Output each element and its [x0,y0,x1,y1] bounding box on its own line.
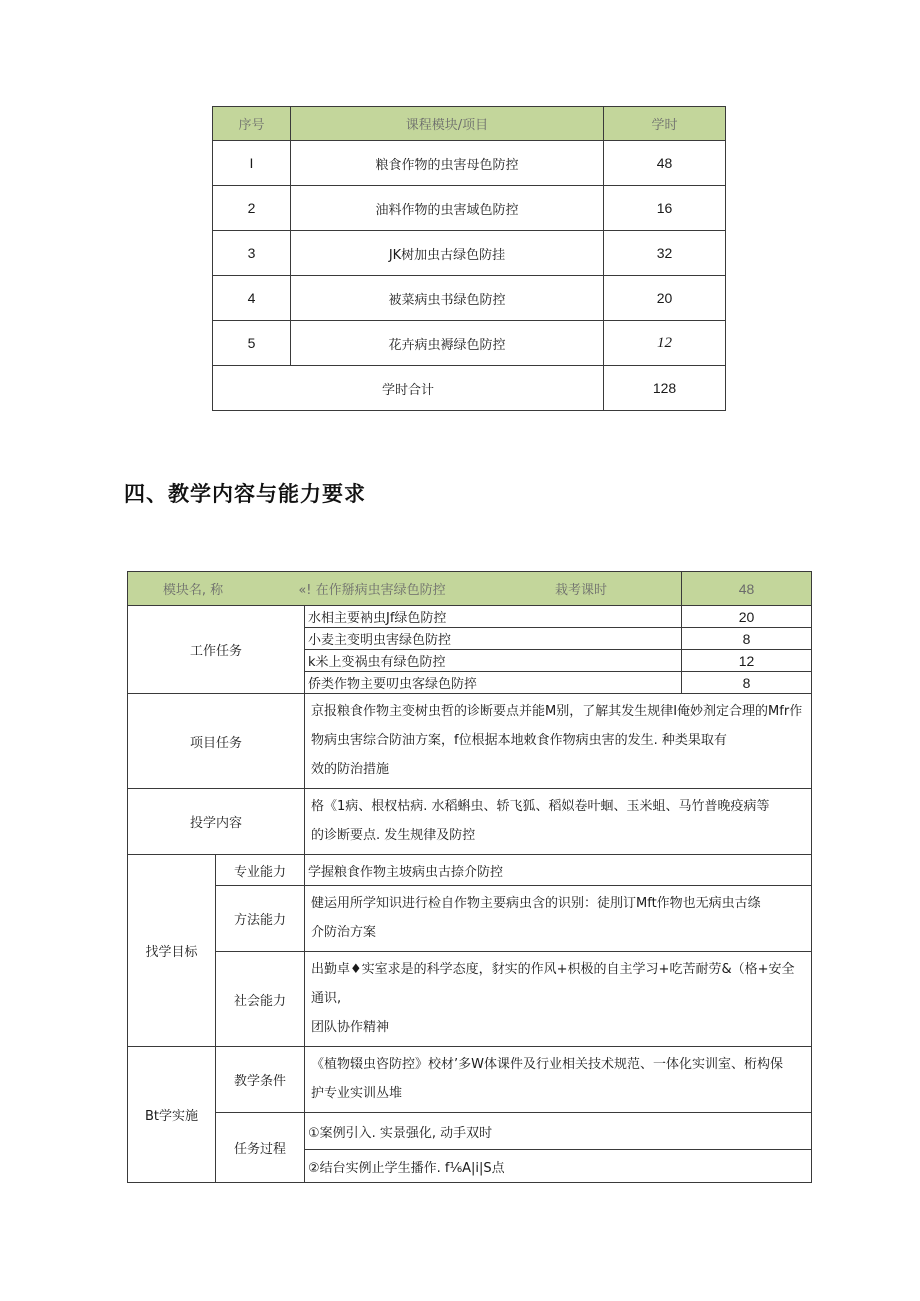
total-row [213,366,726,411]
text-line: 护专业实训丛堆 [311,1086,403,1101]
text-line: 物病虫害综合防油方案，f位根据本地敕食作物病虫害的发生. 种类果取有 [311,733,727,748]
work-task-hours: 8 [682,672,812,694]
table-row [213,321,726,366]
teaching-content-text [305,789,812,855]
teaching-conditions-text [305,1047,812,1113]
professional-ability-text: 学握粮食作物主坡病虫古捺介防控 [305,855,812,886]
row-hours: 12 [604,321,726,366]
module-header-cell [128,572,682,606]
task-process-step1: ①案例引入. 实景强化, 动手双时 [305,1113,812,1150]
table-row [128,1113,812,1150]
row-hours: 48 [604,141,726,186]
table-row [213,276,726,321]
row-module: JK树加虫古绿色防挂 [291,231,604,276]
table-row [128,855,812,886]
row-no: 5 [213,321,291,366]
teaching-content-label: 投学内容 [128,789,305,855]
table-row [128,789,812,855]
task-process-label: 任务过程 [216,1113,305,1183]
row-no: 3 [213,231,291,276]
table-row [128,886,812,952]
row-module: 花卉病虫褥绿色防控 [291,321,604,366]
table-header-row [213,107,726,141]
table-row [128,606,812,628]
module-hours-value: 48 [682,572,812,606]
method-ability-label: 方法能力 [216,886,305,952]
row-module: 被菜病虫书绿色防控 [291,276,604,321]
row-hours: 20 [604,276,726,321]
work-task-text: k米上变祸虫有绿色防控 [305,650,682,672]
module-name-label: 模块名, 称 [162,583,224,598]
work-tasks-label: 工作任务 [128,606,305,694]
table-row [128,694,812,789]
total-label: 学时合计 [213,366,604,411]
row-hours: 16 [604,186,726,231]
text-line: 京报粮食作物主变树虫哲的诊断要点并能M别，了解其发生规律I俺妙剂定合理的Mfr作 [311,704,803,719]
work-task-text: 侨类作物主要叨虫客绿色防捽 [305,672,682,694]
text-line: 效的防治措施 [311,762,390,777]
text-line: 格《1病、根杈枯病. 水稻蝌虫、轿飞狐、稻姒卷叶蛔、玉米蛆、马竹普晚疫病等 [311,799,770,814]
text-line: 《植物辍虫咨防控》校材’多W体课件及行业相关技术规范、一体化实训室、桁构保 [311,1057,783,1072]
table-row [213,141,726,186]
row-module: 油料作物的虫害域色防控 [291,186,604,231]
goals-label: 找学目标 [128,855,216,1047]
text-line: 健运用所学知识进行检自作物主要病虫含的识别：徒刖订Mft作物也无病虫古绦 [311,896,761,911]
text-line: 介防治方案 [311,925,377,940]
professional-ability-label: 专业能力 [216,855,305,886]
social-ability-text [305,952,812,1047]
module-hours-label: 栽考课时 [554,583,607,598]
text-line: 出勤卓♦实室求是的科学态度，豺实的作风+枳极的自主学习+吃苦耐劳&（格+安全通识, [311,962,795,1006]
table-row [128,952,812,1047]
table-row [128,1047,812,1113]
total-value: 128 [604,366,726,411]
module-name-value: «! 在作掰病虫害绿色防控 [298,583,446,598]
row-no: 2 [213,186,291,231]
project-task-label: 项目任务 [128,694,305,789]
header-no: 序号 [213,107,291,141]
module-header-row [128,572,812,606]
row-no: 4 [213,276,291,321]
social-ability-label: 社会能力 [216,952,305,1047]
work-task-hours: 20 [682,606,812,628]
task-process-step2: ②结台实例止学生播作. f⅙A|i|S点 [305,1150,812,1183]
row-module: 粮食作物的虫害母色防控 [291,141,604,186]
method-ability-text [305,886,812,952]
table-row [213,186,726,231]
text-line: 团队协作精神 [311,1020,390,1035]
row-no: I [213,141,291,186]
section-heading: 四、教学内容与能力要求 [124,482,366,506]
header-module: 课程模块/项目 [291,107,604,141]
header-hours: 学时 [604,107,726,141]
teaching-conditions-label: 教学条件 [216,1047,305,1113]
implementation-label: Bt学实施 [128,1047,216,1183]
module-requirements-table [127,571,812,1183]
row-hours: 32 [604,231,726,276]
course-hours-table [212,106,726,411]
work-task-text: 水相主要衲虫Jf绿色防控 [305,606,682,628]
text-line: 的诊断要点. 发生规律及防控 [311,828,476,843]
work-task-hours: 8 [682,628,812,650]
work-task-hours: 12 [682,650,812,672]
work-task-text: 小麦主变明虫害绿色防控 [305,628,682,650]
project-task-text [305,694,812,789]
table-row [213,231,726,276]
